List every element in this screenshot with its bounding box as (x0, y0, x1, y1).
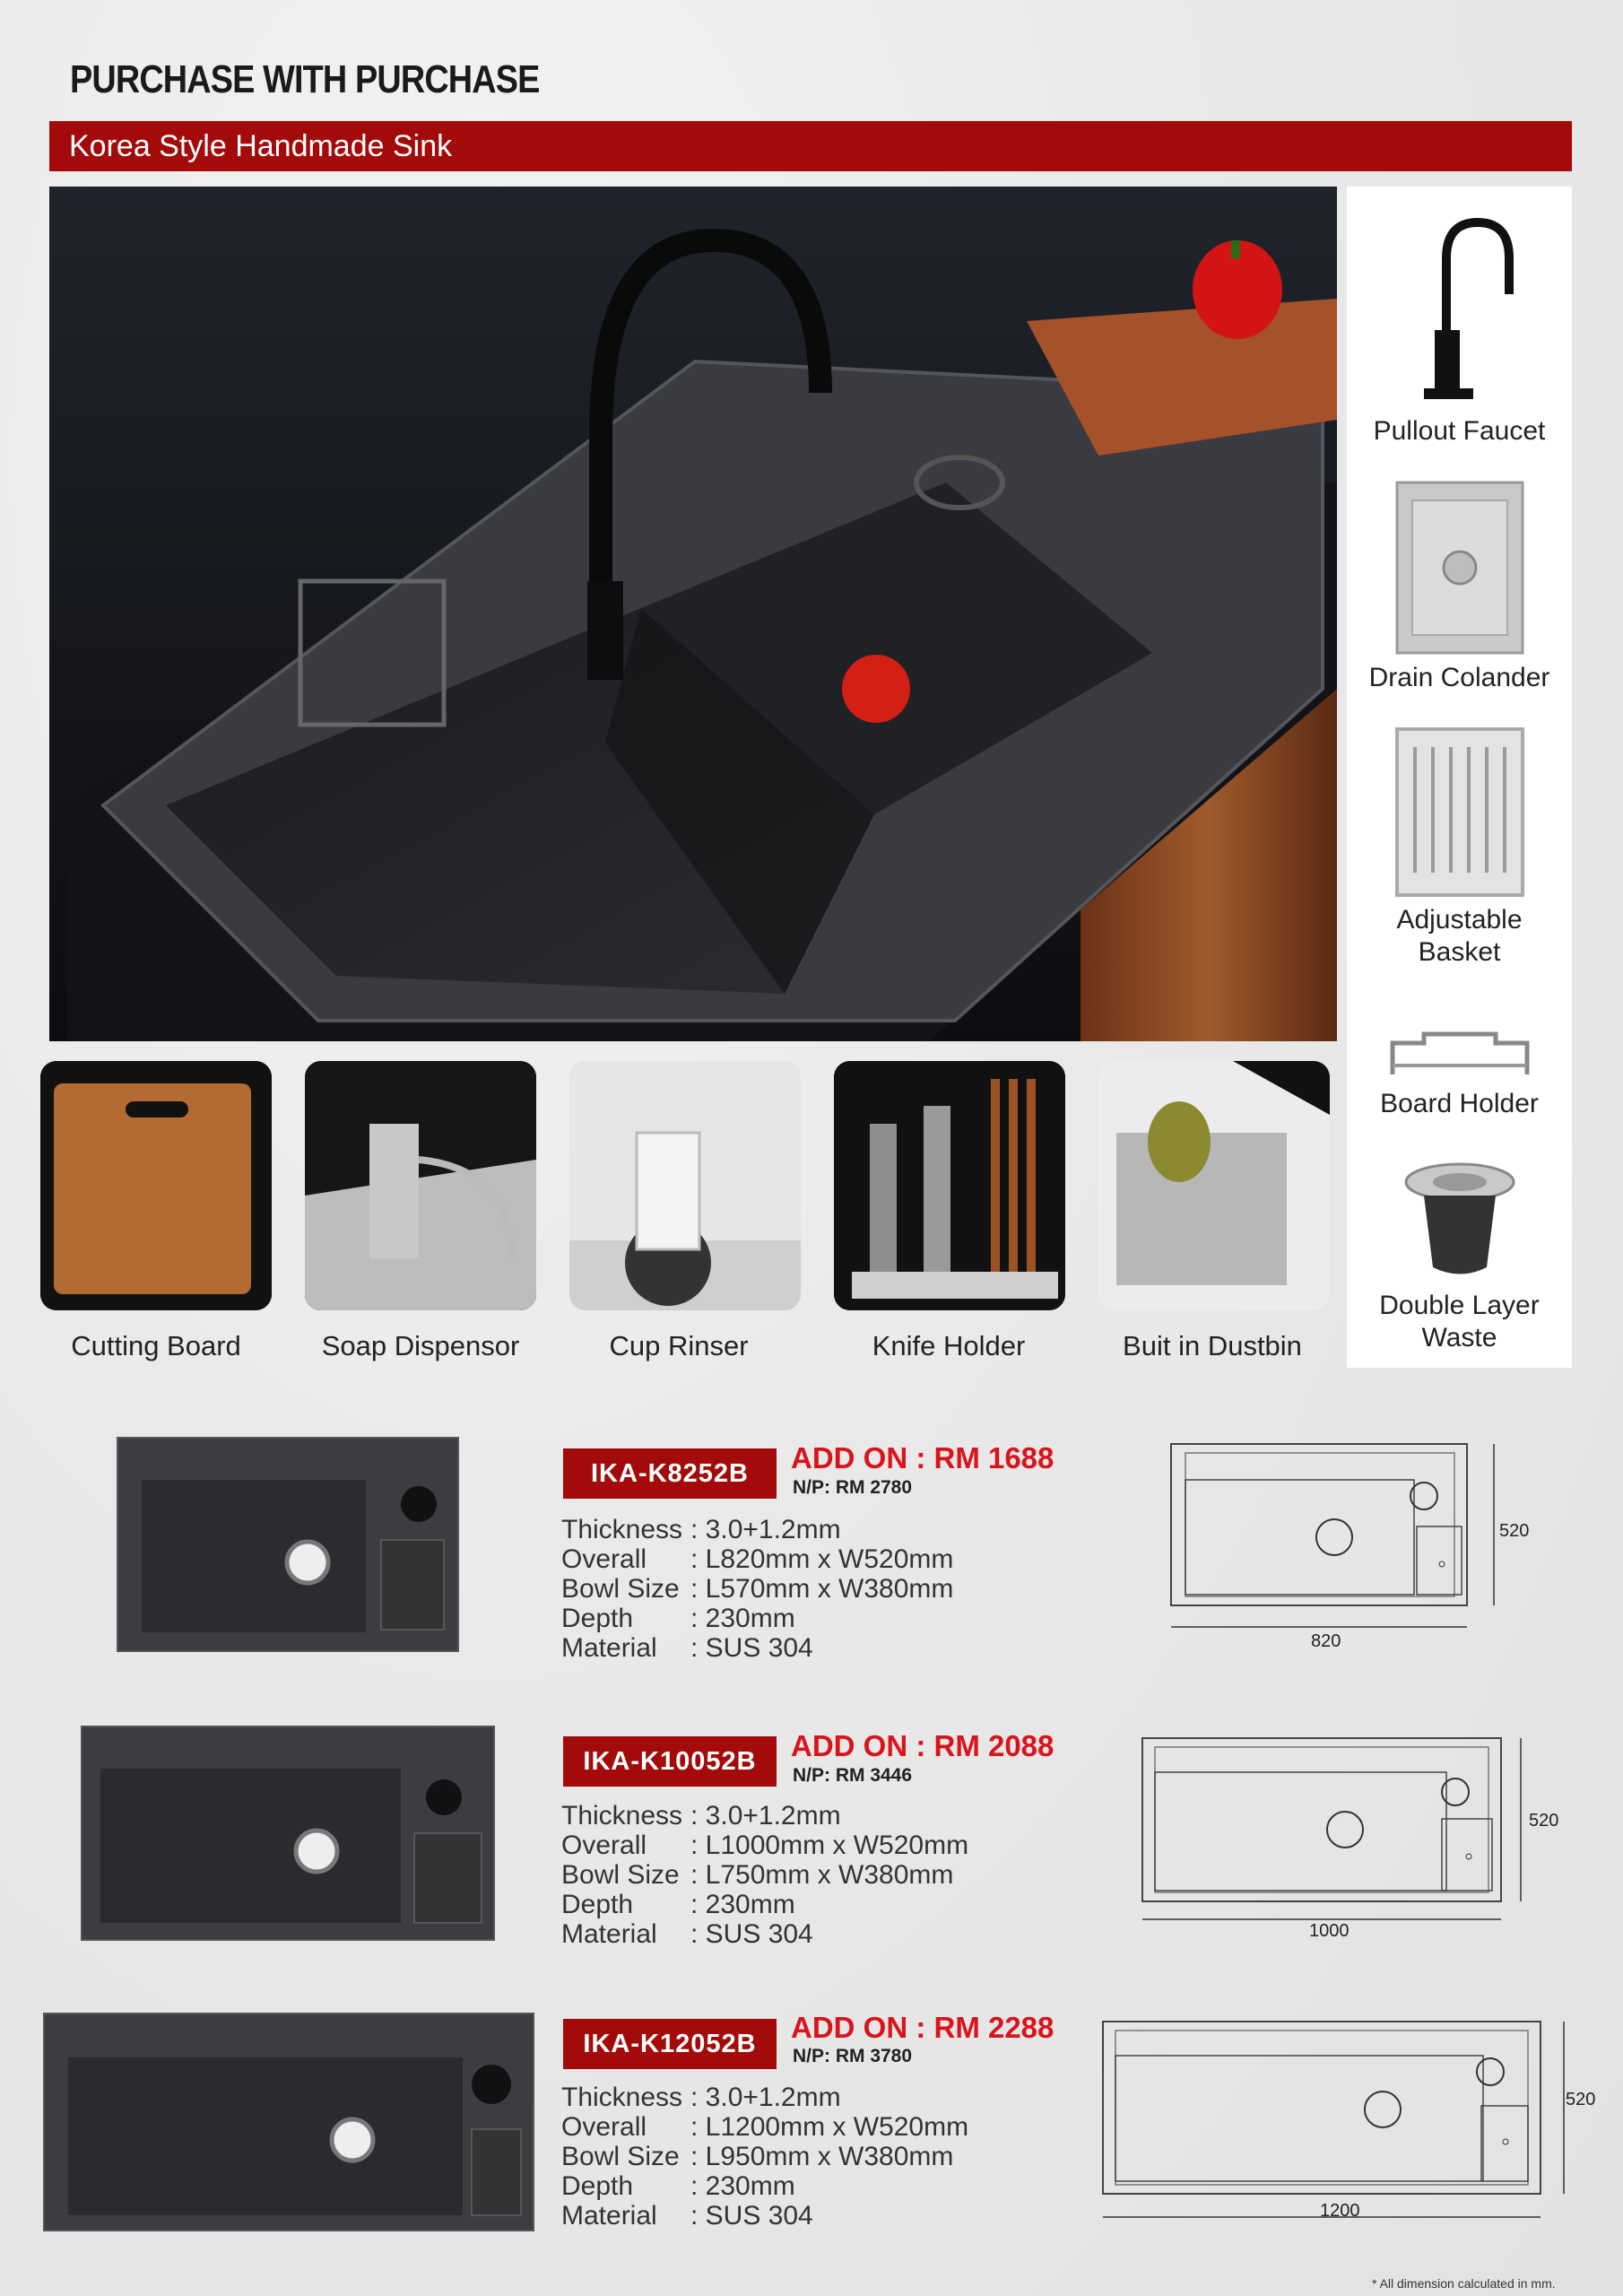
thumb-cutting-board (40, 1061, 272, 1310)
normal-price: N/P: RM 3780 (793, 2046, 913, 2066)
thumb-soap-dispenser (305, 1061, 536, 1310)
accessories-side-panel (1347, 187, 1572, 1368)
product-photo (81, 1726, 495, 1945)
spec-value: : 3.0+1.2mm (690, 1515, 841, 1544)
spec-value: : L1200mm x W520mm (690, 2112, 969, 2142)
spec-key: Thickness (561, 1801, 683, 1831)
normal-price: N/P: RM 2780 (793, 1477, 913, 1498)
footnote: * All dimension calculated in mm. (1372, 2276, 1556, 2291)
spec-key: Material (561, 1919, 657, 1949)
spec-value: : 3.0+1.2mm (690, 2083, 841, 2112)
hero-sink-photo (49, 187, 1337, 1041)
thumb-cup-rinser (569, 1061, 801, 1310)
spec-list (561, 1515, 953, 1663)
basket-icon (1393, 725, 1527, 900)
spec-value: : SUS 304 (690, 1633, 813, 1663)
accessory-label: Adjustable Basket (1396, 905, 1523, 967)
spec-list (561, 2083, 968, 2231)
section-banner: Korea Style Handmade Sink (49, 121, 1572, 171)
thumb-label: Cup Rinser (609, 1330, 749, 1361)
thumb-built-in-dustbin (1098, 1061, 1330, 1310)
accessory-double-layer-waste (1347, 1160, 1572, 1354)
spec-key: Bowl Size (561, 2142, 680, 2171)
thumb-knife-holder (834, 1061, 1065, 1310)
spec-key: Depth (561, 1604, 634, 1633)
normal-price: N/P: RM 3446 (793, 1765, 913, 1786)
spec-value: : SUS 304 (690, 1919, 813, 1949)
addon-price: ADD ON : RM 2088 (791, 1729, 1055, 1762)
addon-price: ADD ON : RM 1688 (791, 1441, 1055, 1474)
spec-key: Thickness (561, 1515, 683, 1544)
spec-value: : 230mm (690, 2171, 795, 2201)
dimension-height: 520 (1529, 1811, 1559, 1831)
accessory-label: Drain Colander (1368, 663, 1550, 692)
product-code-badge: IKA-K12052B (563, 2019, 777, 2069)
spec-value: : 3.0+1.2mm (690, 1801, 841, 1831)
dimension-diagram (1098, 2016, 1582, 2227)
dimension-width: 820 (1311, 1631, 1341, 1651)
thumb-label: Buit in Dustbin (1123, 1330, 1302, 1361)
product-code-badge: IKA-K8252B (563, 1448, 777, 1499)
dimension-diagram (1137, 1733, 1532, 1935)
accessory-board-holder (1347, 1030, 1572, 1120)
accessory-pullout-faucet (1347, 204, 1572, 448)
waste-icon (1402, 1160, 1518, 1285)
thumb-label: Soap Dispensor (321, 1330, 520, 1361)
accessory-drain-colander (1347, 478, 1572, 694)
colander-icon (1393, 478, 1527, 657)
accessory-label: Double Layer Waste (1379, 1291, 1540, 1352)
spec-key: Depth (561, 1890, 634, 1919)
addon-price: ADD ON : RM 2288 (791, 2011, 1055, 2044)
spec-key: Overall (561, 2112, 647, 2142)
spec-value: : L950mm x W380mm (690, 2142, 954, 2171)
spec-key: Depth (561, 2171, 634, 2201)
board-holder-icon (1388, 1030, 1532, 1083)
dimension-width: 1000 (1309, 1921, 1350, 1941)
spec-key: Overall (561, 1831, 647, 1860)
spec-key: Material (561, 2201, 657, 2231)
spec-list (561, 1801, 968, 1949)
accessory-label: Pullout Faucet (1373, 416, 1546, 446)
spec-value: : 230mm (690, 1890, 795, 1919)
spec-value: : L820mm x W520mm (690, 1544, 954, 1574)
spec-value: : L570mm x W380mm (690, 1574, 954, 1604)
spec-key: Overall (561, 1544, 647, 1574)
spec-value: : 230mm (690, 1604, 795, 1633)
spec-key: Thickness (561, 2083, 683, 2112)
thumb-label: Cutting Board (71, 1330, 241, 1361)
page-title: PURCHASE WITH PURCHASE (70, 57, 540, 101)
faucet-icon (1397, 204, 1523, 411)
product-photo (43, 2013, 534, 2236)
dimension-height: 520 (1499, 1521, 1530, 1541)
product-photo (117, 1437, 459, 1657)
dimension-width: 1200 (1320, 2201, 1360, 2221)
dimension-height: 520 (1566, 2090, 1596, 2109)
spec-key: Bowl Size (561, 1574, 680, 1604)
product-code-badge: IKA-K10052B (563, 1736, 777, 1787)
spec-value: : L750mm x W380mm (690, 1860, 954, 1890)
accessory-label: Board Holder (1380, 1089, 1539, 1118)
spec-key: Bowl Size (561, 1860, 680, 1890)
thumb-label: Knife Holder (872, 1330, 1026, 1361)
spec-key: Material (561, 1633, 657, 1663)
spec-value: : SUS 304 (690, 2201, 813, 2231)
spec-value: : L1000mm x W520mm (690, 1831, 969, 1860)
accessory-adjustable-basket (1347, 725, 1572, 969)
dimension-diagram (1166, 1437, 1506, 1639)
